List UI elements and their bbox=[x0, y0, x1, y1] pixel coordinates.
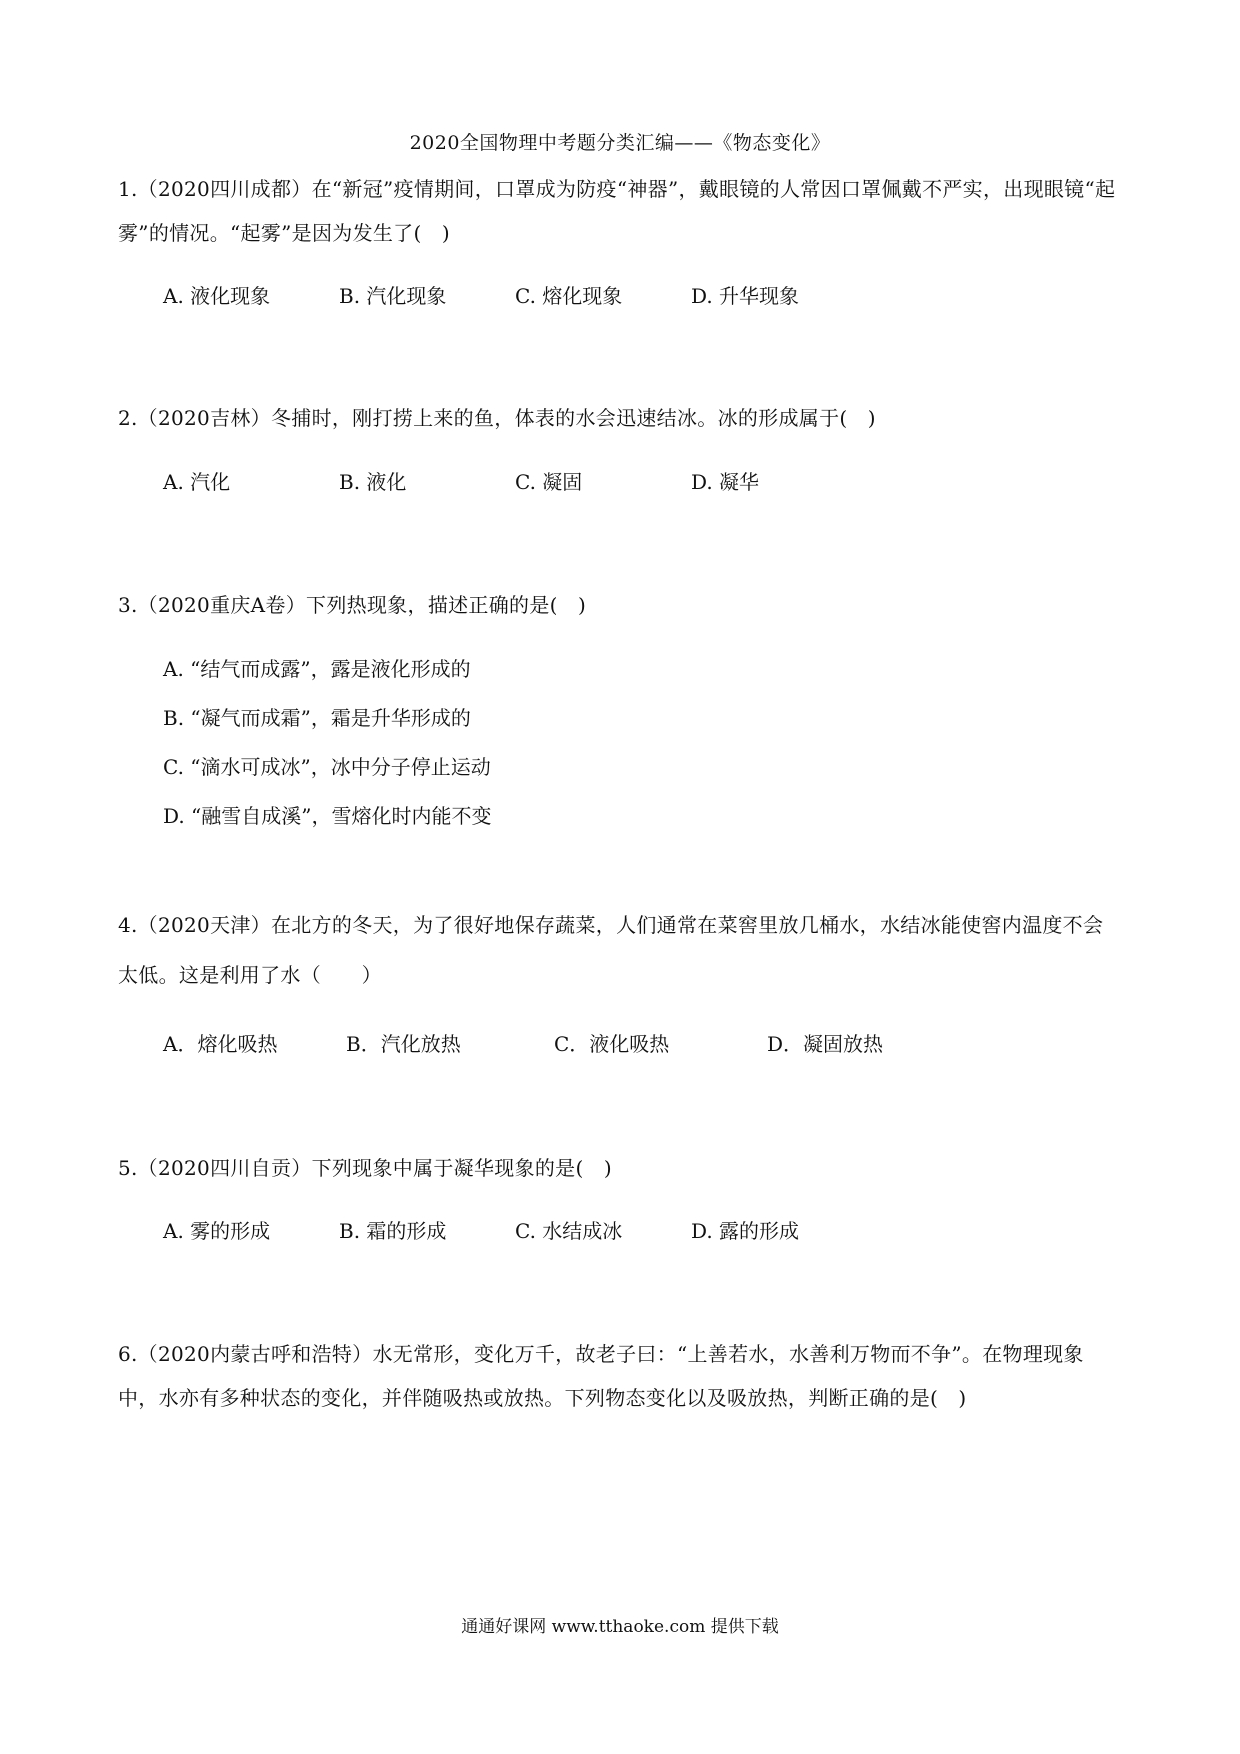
question-2-option-d: D. 凝华 bbox=[691, 470, 760, 494]
question-1-option-a: A. 液化现象 bbox=[163, 284, 271, 308]
question-4-option-a: A．熔化吸热 bbox=[163, 1032, 278, 1056]
question-2-option-b: B. 液化 bbox=[339, 470, 407, 494]
question-2-option-a: A. 汽化 bbox=[163, 470, 231, 494]
question-1-option-d: D. 升华现象 bbox=[691, 284, 800, 308]
question-3-option-b: B. “凝气而成霜”，霜是升华形成的 bbox=[163, 706, 471, 730]
question-4-option-d: D．凝固放热 bbox=[767, 1032, 884, 1056]
question-3-option-a: A. “结气而成露”，露是液化形成的 bbox=[163, 657, 471, 681]
question-1-option-c: C. 熔化现象 bbox=[515, 284, 623, 308]
question-5-option-a: A. 雾的形成 bbox=[163, 1219, 271, 1243]
question-3-option-c: C. “滴水可成冰”，冰中分子停止运动 bbox=[163, 755, 491, 779]
question-5-option-c: C. 水结成冰 bbox=[515, 1219, 623, 1243]
question-5-option-b: B. 霜的形成 bbox=[339, 1219, 447, 1243]
question-2-text: 2.（2020吉林）冬捕时，刚打捞上来的鱼，体表的水会迅速结冰。冰的形成属于( ) bbox=[118, 406, 876, 430]
question-4-option-b: B．汽化放热 bbox=[346, 1032, 461, 1056]
question-1-option-b: B. 汽化现象 bbox=[339, 284, 447, 308]
question-6-text: 6.（2020内蒙古呼和浩特）水无常形，变化万千，故老子曰：“上善若水，水善利万物而不争”。在物理现象中，水亦有多种状态的变化，并伴随吸热或放热。下列物态变化以及吸放热，判断正确的是( ) bbox=[118, 1342, 1084, 1410]
question-4-text: 4.（2020天津）在北方的冬天，为了很好地保存蔬菜，人们通常在菜窖里放几桶水，水结冰能使窖内温度不会太低。这是利用了水（ ） bbox=[118, 913, 1104, 987]
question-5-text: 5.（2020四川自贡）下列现象中属于凝华现象的是( ) bbox=[118, 1156, 612, 1180]
question-1-text: 1.（2020四川成都）在“新冠”疫情期间，口罩成为防疫“神器”，戴眼镜的人常因口罩佩戴不严实，出现眼镜“起雾”的情况。“起雾”是因为发生了( ) bbox=[118, 177, 1116, 245]
question-4-option-c: C．液化吸热 bbox=[554, 1032, 670, 1056]
page-title: 2020全国物理中考题分类汇编——《物态变化》 bbox=[409, 132, 831, 154]
question-3-options bbox=[163, 654, 492, 850]
question-3-text: 3.（2020重庆A卷）下列热现象，描述正确的是( ) bbox=[118, 593, 587, 617]
question-3-option-d: D. “融雪自成溪”，雪熔化时内能不变 bbox=[163, 804, 492, 828]
question-2-option-c: C. 凝固 bbox=[515, 470, 583, 494]
question-5-option-d: D. 露的形成 bbox=[691, 1219, 800, 1243]
page-footer: 通通好课网 www.tthaoke.com 提供下载 bbox=[461, 1617, 779, 1637]
